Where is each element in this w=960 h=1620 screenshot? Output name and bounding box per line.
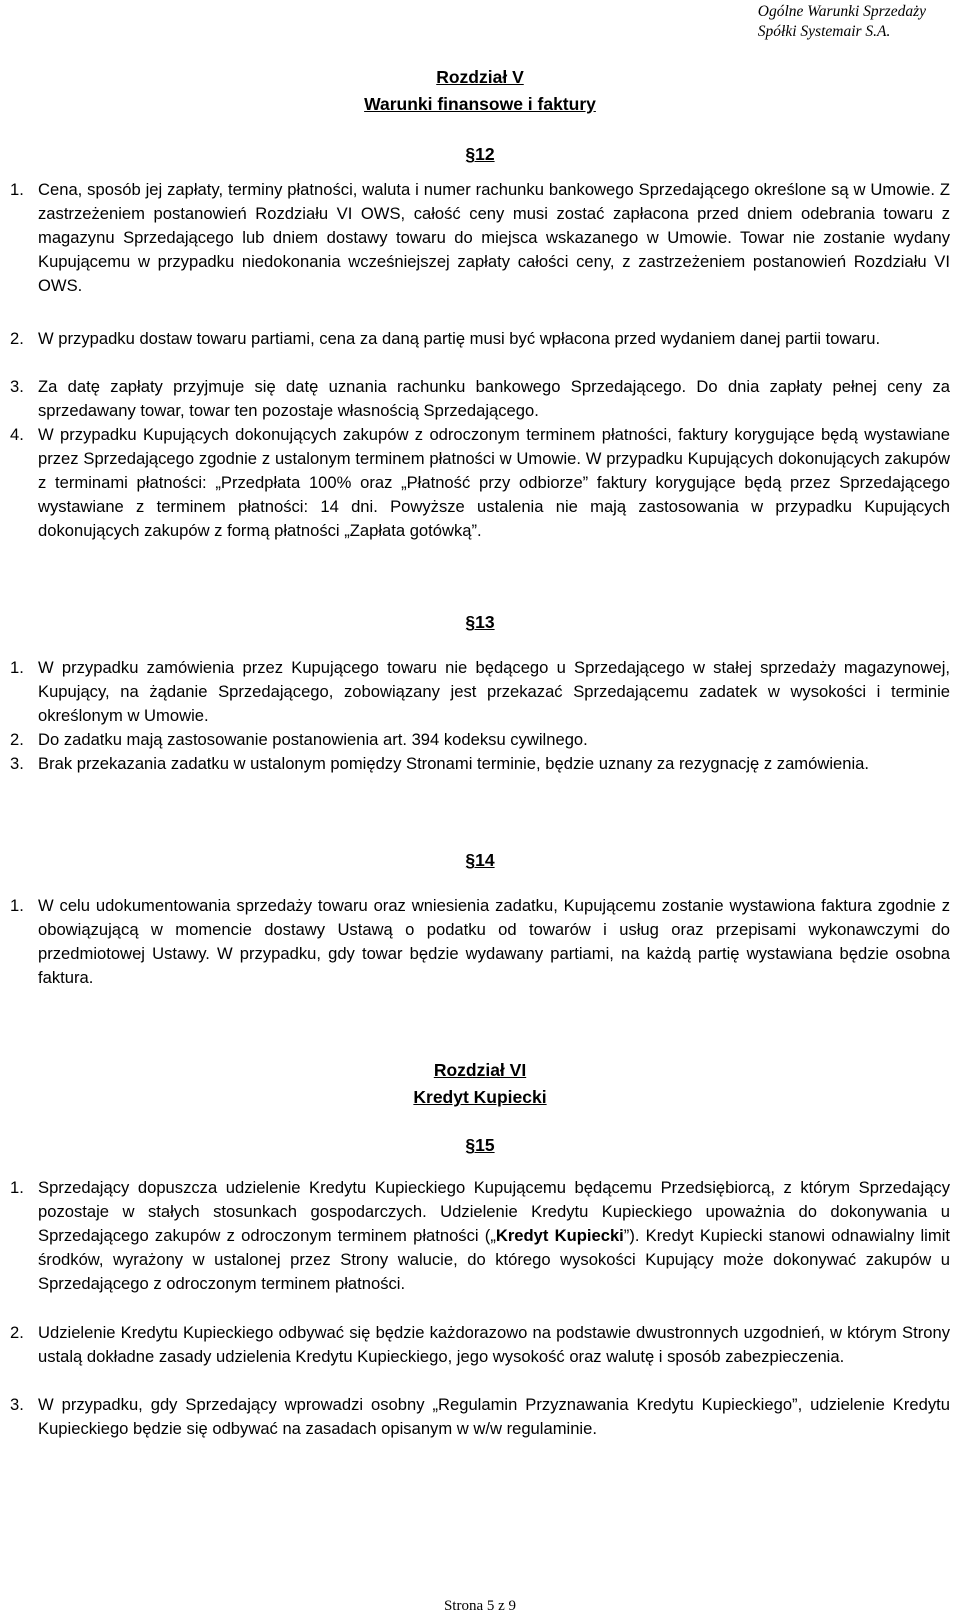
sec15-item-3 <box>10 1393 958 1441</box>
item-text: W przypadku, gdy Sprzedający wprowadzi osobny „Regulamin Przyznawania Kredytu Kupieckiego”, udzielenie Kredytu Kupieckiego będzie się odbywać na zasadach opisanym w w/w regulaminie. <box>38 1395 950 1438</box>
section-13-label: §13 <box>465 612 495 632</box>
chapter-6-title: Rozdział VI <box>433 1060 527 1080</box>
item-number: 4. <box>10 425 24 444</box>
chapter-5-subtitle: Warunki finansowe i faktury <box>364 94 596 114</box>
sec12-item-1 <box>10 178 958 298</box>
sec12-item-2 <box>10 327 958 351</box>
item-text: Cena, sposób jej zapłaty, terminy płatności, waluta i numer rachunku bankowego Sprzedającego określone są w Umowie. Z zastrzeżeniem postanowień Rozdziału VI OWS, całość ceny musi zostać zapłacona przed dniem odebrania towaru z magazynu Sprzedającego lub dniem dostawy towaru do miejsca wskazanego w Umowie. Towar nie zostanie wydany Kupującemu w przypadku niedokonania wcześniejszej zapłaty całości ceny, z zastrzeżeniem postanowień Rozdziału VI OWS. <box>38 180 950 295</box>
item-number: 2. <box>10 1323 24 1342</box>
sec14-item-1 <box>10 894 958 990</box>
sec15-item-2 <box>10 1321 958 1369</box>
item-number: 3. <box>10 377 24 396</box>
item-text: Udzielenie Kredytu Kupieckiego odbywać się będzie każdorazowo na podstawie dwustronnych uzgodnień, w którym Strony ustalą dokładne zasady udzielenia Kredytu Kupieckiego, jego wysokość oraz walutę i sposób zabezpieczenia. <box>38 1323 950 1366</box>
item-text: W przypadku dostaw towaru partiami, cena za daną partię musi być wpłacona przed wydaniem danej partii towaru. <box>38 329 881 348</box>
item-text: W celu udokumentowania sprzedaży towaru oraz wniesienia zadatku, Kupującemu zostanie wystawiona faktura zgodnie z obowiązującą w momencie dostawy Ustawą o podatku od towarów i usług oraz przepisami wykonawczymi do przedmiotowej Ustawy. W przypadku, gdy towar będzie wydawany partiami, na każdą partię wystawiana będzie osobna faktura. <box>38 896 950 987</box>
item-number: 1. <box>10 658 24 677</box>
item-text: Brak przekazania zadatku w ustalonym pomiędzy Stronami terminie, będzie uznany za rezygnację z zamówienia. <box>38 754 870 773</box>
item-text: W przypadku zamówienia przez Kupującego towaru nie będącego u Sprzedającego w stałej sprzedaży magazynowej, Kupujący, na żądanie Sprzedającego, zobowiązany jest przekazać Sprzedającemu zadatek w wysokości i terminie określonym w Umowie. <box>38 658 950 725</box>
item-text: Do zadatku mają zastosowanie postanowienia art. 394 kodeksu cywilnego. <box>38 730 588 749</box>
item-text-part: ”). Kredyt Kupiecki stanowi odnawialny limit środków, wyrażony w ustalonej przez Strony walucie, do którego wysokości Kupujący może dokonywać zakupów u Sprzedającego z odroczonym terminem płatności. <box>38 1226 950 1293</box>
chapter-6-heading <box>0 1057 960 1111</box>
item-number: 2. <box>10 730 24 749</box>
item-text <box>38 1176 950 1296</box>
sec12-item-4 <box>10 423 958 543</box>
item-text: Za datę zapłaty przyjmuje się datę uznania rachunku bankowego Sprzedającego. Do dnia zapłaty pełnej ceny za sprzedawany towar, towar ten pozostaje własnością Sprzedającego. <box>38 377 950 420</box>
item-number: 1. <box>10 896 24 915</box>
section-12-label: §12 <box>465 144 495 164</box>
item-number: 2. <box>10 329 24 348</box>
item-number: 3. <box>10 754 24 773</box>
chapter-6-subtitle: Kredyt Kupiecki <box>413 1087 547 1107</box>
sec13-item-2 <box>10 728 958 752</box>
section-15-label: §15 <box>465 1135 495 1155</box>
sec12-item-3 <box>10 375 958 423</box>
section-14-label: §14 <box>465 850 495 870</box>
chapter-5-title: Rozdział V <box>436 67 524 87</box>
item-number: 1. <box>10 1178 24 1197</box>
item-text: W przypadku Kupujących dokonujących zakupów z odroczonym terminem płatności, faktury korygujące będą wystawiane przez Sprzedającego zgodnie z ustalonym terminem płatności w Umowie. W przypadku Kupujących dokonujących zakupów z terminami płatności: „Przedpłata 100% oraz „Płatność przy odbiorze” faktury korygujące będą przez Sprzedającego wystawiane z terminem płatności: 14 dni. Powyższe ustalenia nie mają zastosowania w przypadku Kupujących dokonujących zakupów z formą płatności „Zapłata gotówką”. <box>38 425 950 540</box>
header-title: Ogólne Warunki Sprzedaży <box>757 3 926 20</box>
chapter-5-heading <box>0 64 960 118</box>
header-company: Spółki Systemair S.A. <box>757 23 891 40</box>
item-number: 1. <box>10 180 24 199</box>
defined-term: Kredyt Kupiecki <box>495 1226 624 1245</box>
item-text-part: Sprzedający dopuszcza udzielenie Kredytu Kupieckiego Kupującemu będącemu Przedsiębiorcą, z którym Sprzedający pozostaje w stałych stosunkach gospodarczych. Udzielenie Kredytu Kupieckiego upoważnia do dokonywania u Sprzedającego zakupów z odroczonym terminem płatności („ <box>38 1178 950 1245</box>
page-number: Strona 5 z 9 <box>443 1598 517 1614</box>
sec13-item-1 <box>10 656 958 728</box>
item-number: 3. <box>10 1395 24 1414</box>
sec13-item-3 <box>10 752 958 776</box>
document-header <box>758 2 926 42</box>
sec15-item-1 <box>10 1176 958 1296</box>
